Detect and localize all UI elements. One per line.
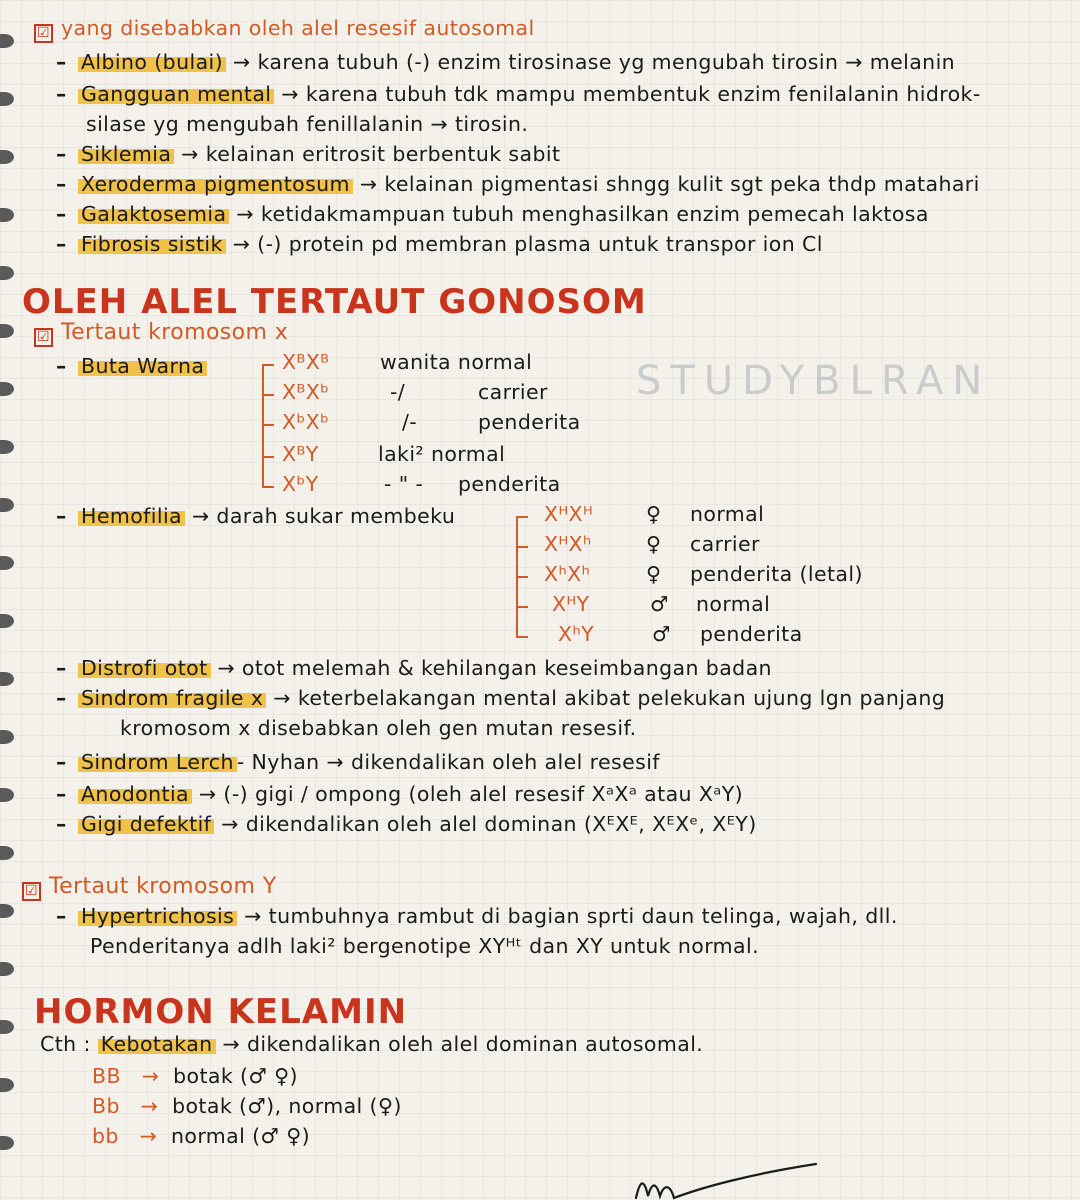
term-highlight: Albino (bulai) <box>78 50 226 74</box>
genotype-status: laki² normal <box>378 442 506 466</box>
genotype-status: penderita <box>478 410 581 434</box>
term-highlight: Hypertrichosis <box>78 904 237 928</box>
term-description: → ketidakmampuan tubuh menghasilkan enzim pemecah laktosa <box>236 202 929 226</box>
binder-hole <box>0 208 14 222</box>
term-description-continued: silase yg mengubah fenillalanin → tirosin. <box>86 112 529 136</box>
binder-hole <box>0 150 14 164</box>
term-highlight: Sindrom Lerch <box>78 750 237 774</box>
female-symbol-icon: ♀ <box>646 562 662 586</box>
bracket-tick <box>262 364 274 366</box>
example-prefix: Cth : <box>40 1032 91 1056</box>
genotype: XᴴY <box>552 592 590 616</box>
x-linked-heading <box>34 320 288 345</box>
arrow-icon: → <box>139 1124 158 1148</box>
binder-hole <box>0 382 14 396</box>
genotype-status: carrier <box>690 532 760 556</box>
list-item: – Hypertrichosis → tumbuhnya rambut di bagian sprti daun telinga, wajah, dll. <box>56 904 898 928</box>
binder-hole <box>0 556 14 570</box>
binder-hole <box>0 614 14 628</box>
binder-hole <box>0 498 14 512</box>
genotype: BB <box>92 1064 121 1088</box>
list-item: – Hemofilia → darah sukar membeku <box>56 504 456 528</box>
term-highlight: Gigi defektif <box>78 812 214 836</box>
list-item: – Sindrom fragile x → keterbelakangan mental akibat pelekukan ujung lgn panjang <box>56 686 946 710</box>
gonosom-title: OLEH ALEL TERTAUT GONOSOM <box>22 282 647 322</box>
term-highlight: Galaktosemia <box>78 202 229 226</box>
term-highlight: Siklemia <box>78 142 174 166</box>
genotype-status: normal <box>690 502 765 526</box>
binder-holes <box>0 0 26 1200</box>
term-description: → darah sukar membeku <box>191 504 456 528</box>
list-item: – Gigi defektif → dikendalikan oleh alel dominan (XᴱXᴱ, XᴱXᵉ, XᴱY) <box>56 812 757 836</box>
genotype-status: normal <box>696 592 771 616</box>
genotype-status: normal (♂ ♀) <box>171 1124 311 1148</box>
list-item: – Albino (bulai) → karena tubuh (-) enzim tirosinase yg mengubah tirosin → melanin <box>56 50 956 74</box>
term-description: → keterbelakangan mental akibat pelekukan ujung lgn panjang <box>273 686 946 710</box>
term-description: → otot melemah & kehilangan keseimbangan badan <box>217 656 772 680</box>
genotype: XᵇXᵇ <box>282 410 330 434</box>
female-symbol-icon: ♀ <box>646 502 662 526</box>
autosomal-heading <box>34 16 535 41</box>
term-highlight: Gangguan mental <box>78 82 274 106</box>
checkbox-icon: ☑ <box>22 882 41 901</box>
term-description: → tumbuhnya rambut di bagian sprti daun telinga, wajah, dll. <box>244 904 898 928</box>
binder-hole <box>0 92 14 106</box>
male-symbol-icon: ♂ <box>650 592 669 616</box>
binder-hole <box>0 962 14 976</box>
binder-hole <box>0 324 14 338</box>
term-description-continued: Penderitanya adlh laki² bergenotipe XYᴴᵗ dan XY untuk normal. <box>90 934 760 958</box>
bracket-tick <box>516 606 528 608</box>
binder-hole <box>0 440 14 454</box>
genotype-status: /- <box>402 410 418 434</box>
genotype-status: carrier <box>478 380 548 404</box>
signature-scribble <box>630 1160 830 1200</box>
binder-hole <box>0 788 14 802</box>
term-highlight: Fibrosis sistik <box>78 232 226 256</box>
genotype-status: wanita normal <box>380 350 533 374</box>
binder-hole <box>0 904 14 918</box>
genotype-status: botak (♂), normal (♀) <box>172 1094 402 1118</box>
example-line <box>40 1032 703 1056</box>
checkbox-icon: ☑ <box>34 328 53 347</box>
binder-hole <box>0 1078 14 1092</box>
bracket-tick <box>262 486 274 488</box>
list-item: – Fibrosis sistik → (-) protein pd membran plasma untuk transpor ion Cl <box>56 232 823 256</box>
autosomal-heading-text: yang disebabkan oleh alel resesif autosomal <box>61 16 535 40</box>
checkbox-icon: ☑ <box>34 24 53 43</box>
hormon-title: HORMON KELAMIN <box>34 992 408 1032</box>
genotype: XᴮXᴮ <box>282 350 330 374</box>
term-description: → (-) gigi / ompong (oleh alel resesif XᵃXᵃ atau XᵃY) <box>198 782 744 806</box>
binder-hole <box>0 34 14 48</box>
genotype-status: botak (♂ ♀) <box>173 1064 298 1088</box>
list-item: – Sindrom Lerch - Nyhan → dikendalikan oleh alel resesif <box>56 750 660 774</box>
term-highlight: Hemofilia <box>78 504 185 528</box>
arrow-icon: → <box>141 1064 160 1088</box>
term-highlight: Anodontia <box>78 782 192 806</box>
term-description: → kelainan pigmentasi shngg kulit sgt peka thdp matahari <box>359 172 980 196</box>
female-symbol-icon: ♀ <box>646 532 662 556</box>
genotype-status: -/ <box>390 380 406 404</box>
term-description: → dikendalikan oleh alel dominan (XᴱXᴱ, XᴱXᵉ, XᴱY) <box>221 812 757 836</box>
x-linked-heading-text: Tertaut kromosom x <box>61 320 289 345</box>
genotype: XᴮXᵇ <box>282 380 330 404</box>
bracket-tick <box>516 516 528 518</box>
binder-hole <box>0 672 14 686</box>
male-symbol-icon: ♂ <box>652 622 671 646</box>
genotype: XʰY <box>558 622 595 646</box>
y-linked-heading-text: Tertaut kromosom Y <box>49 874 277 899</box>
genotype-status: penderita <box>458 472 561 496</box>
term-description: → karena tubuh tdk mampu membentuk enzim fenilalanin hidrok- <box>281 82 981 106</box>
genotype-status: penderita (letal) <box>690 562 863 586</box>
genotype: XᴮY <box>282 442 319 466</box>
term-description-continued: kromosom x disebabkan oleh gen mutan resesif. <box>120 716 637 740</box>
list-item: – Buta Warna <box>56 354 207 378</box>
binder-hole <box>0 1020 14 1034</box>
genotype-row <box>92 1124 310 1148</box>
arrow-icon: → <box>140 1094 159 1118</box>
list-item: – Siklemia → kelainan eritrosit berbentuk sabit <box>56 142 561 166</box>
bracket-tick <box>262 424 274 426</box>
list-item: – Distrofi otot → otot melemah & kehilangan keseimbangan badan <box>56 656 772 680</box>
genotype-row <box>92 1094 402 1118</box>
term-highlight: Sindrom fragile x <box>78 686 266 710</box>
term-highlight: Xeroderma pigmentosum <box>78 172 353 196</box>
genotype: XᵇY <box>282 472 319 496</box>
watermark: STUDYBLRAN <box>636 358 992 404</box>
y-linked-heading <box>22 874 277 899</box>
bracket-tick <box>516 636 528 638</box>
term-description: → (-) protein pd membran plasma untuk transpor ion Cl <box>232 232 823 256</box>
binder-hole <box>0 1136 14 1150</box>
term-highlight: Kebotakan <box>98 1032 216 1056</box>
term-description: - Nyhan → dikendalikan oleh alel resesif <box>236 750 660 774</box>
binder-hole <box>0 730 14 744</box>
term-description: → dikendalikan oleh alel dominan autosomal. <box>222 1032 704 1056</box>
bracket-tick <box>516 546 528 548</box>
term-highlight: Buta Warna <box>78 354 207 378</box>
term-description: → kelainan eritrosit berbentuk sabit <box>181 142 561 166</box>
list-item: – Anodontia → (-) gigi / ompong (oleh alel resesif XᵃXᵃ atau XᵃY) <box>56 782 744 806</box>
genotype-status: penderita <box>700 622 803 646</box>
bracket-tick <box>516 576 528 578</box>
genotype-status: - " - <box>384 472 424 496</box>
genotype: XʰXʰ <box>544 562 591 586</box>
genotype-bracket <box>262 364 264 488</box>
term-description: → karena tubuh (-) enzim tirosinase yg mengubah tirosin → melanin <box>232 50 956 74</box>
binder-hole <box>0 846 14 860</box>
binder-hole <box>0 266 14 280</box>
genotype: XᴴXʰ <box>544 532 592 556</box>
genotype: Bb <box>92 1094 120 1118</box>
genotype: XᴴXᴴ <box>544 502 594 526</box>
list-item: – Gangguan mental → karena tubuh tdk mampu membentuk enzim fenilalanin hidrok- <box>56 82 981 106</box>
genotype: bb <box>92 1124 119 1148</box>
list-item: – Galaktosemia → ketidakmampuan tubuh menghasilkan enzim pemecah laktosa <box>56 202 929 226</box>
genotype-row <box>92 1064 298 1088</box>
bracket-tick <box>262 394 274 396</box>
list-item: – Xeroderma pigmentosum → kelainan pigmentasi shngg kulit sgt peka thdp matahari <box>56 172 980 196</box>
term-highlight: Distrofi otot <box>78 656 211 680</box>
bracket-tick <box>262 456 274 458</box>
